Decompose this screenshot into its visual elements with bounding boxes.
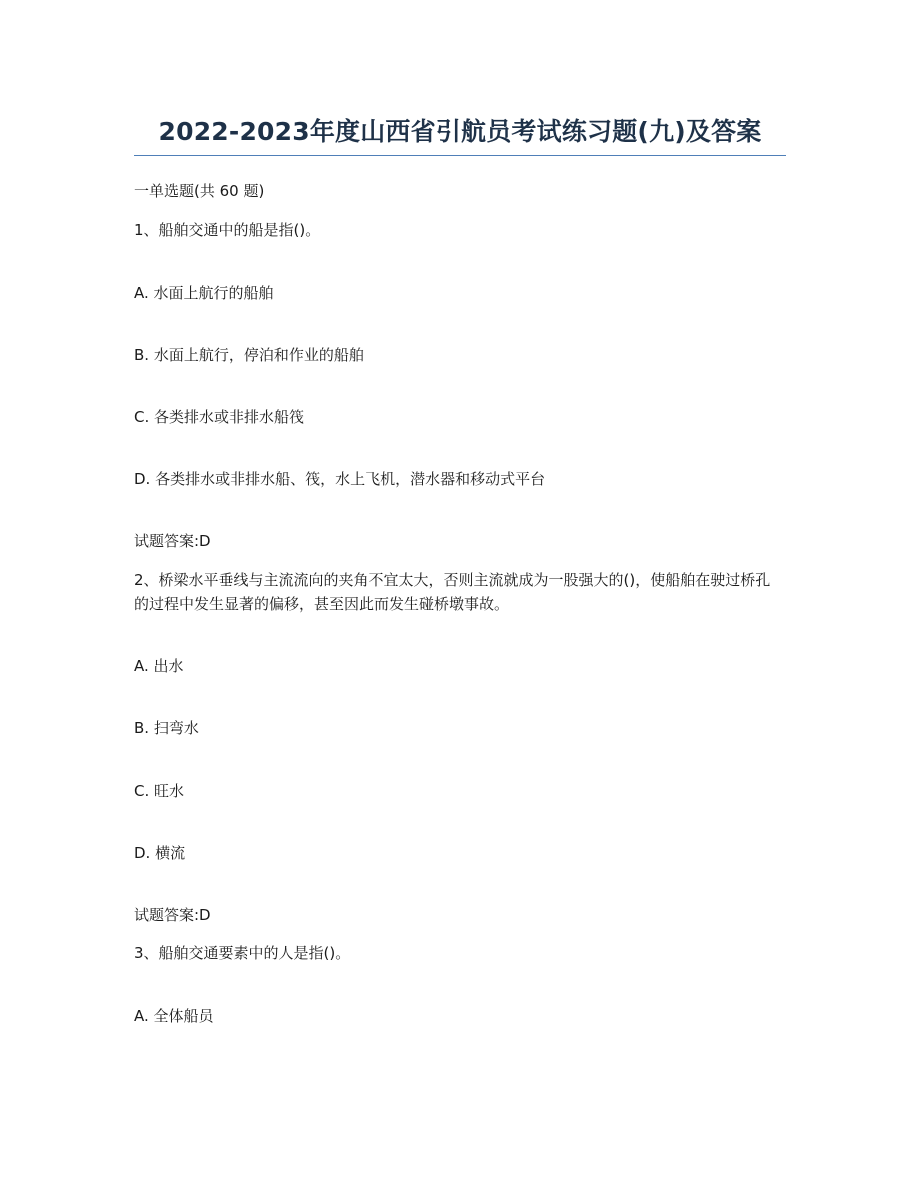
question-1-stem: 1、船舶交通中的船是指()。	[134, 221, 321, 239]
question-2-answer: 试题答案:D	[134, 906, 211, 924]
question-1-option-c: C. 各类排水或非排水船筏	[134, 408, 305, 426]
title-divider	[134, 155, 786, 156]
question-2-option-b: B. 扫弯水	[134, 719, 199, 737]
question-1-option-d: D. 各类排水或非排水船、筏，水上飞机，潜水器和移动式平台	[134, 470, 546, 488]
question-2-option-c: C. 旺水	[134, 782, 185, 800]
question-1-option-b: B. 水面上航行，停泊和作业的船舶	[134, 346, 364, 364]
page-title: 2022-2023年度山西省引航员考试练习题(九)及答案	[158, 117, 762, 146]
question-2-option-d: D. 横流	[134, 844, 186, 862]
question-3-option-a: A. 全体船员	[134, 1007, 214, 1025]
question-1-option-a: A. 水面上航行的船舶	[134, 284, 274, 302]
question-2-stem: 2、桥梁水平垂线与主流流向的夹角不宜太大，否则主流就成为一股强大的()，使船舶在驶过桥孔的过程中发生显著的偏移，甚至因此而发生碰桥墩事故。	[134, 571, 771, 613]
question-1-answer: 试题答案:D	[134, 532, 211, 550]
section-heading: 一单选题(共 60 题)	[134, 182, 265, 200]
question-2-option-a: A. 出水	[134, 657, 184, 675]
question-3-stem: 3、船舶交通要素中的人是指()。	[134, 944, 351, 962]
